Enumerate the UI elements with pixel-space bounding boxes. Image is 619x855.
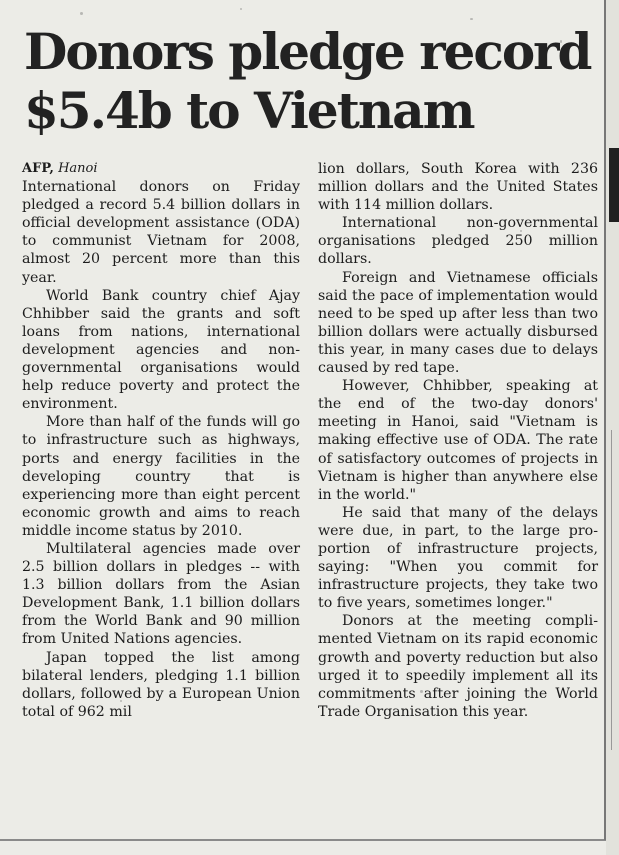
- paragraph: Foreign and Vietnamese officials said the pace of implementation would need to be sped up after less than two billion dollars were actually disbursed this year, in many cases due to delays caused by red tape.: [318, 269, 598, 377]
- paragraph-continued: lion dollars, South Korea with 236 million dollars and the United States with 114 million dollars.: [318, 161, 598, 214]
- paragraph: Donors at the meeting complimented Vietnam on its rapid economic growth and poverty reduction but also urged it to speedily implement all its commitments after joining the World Trade Organisation this year.: [318, 613, 598, 720]
- print-speck: [420, 690, 423, 693]
- print-speck: [80, 12, 83, 15]
- adjacent-dark-block: [609, 148, 619, 222]
- paragraph: More than half of the funds will go to infrastructure such as highways, ports and energy facilities in the developing country that is experiencing more than eight percent economic growth and aims to reach middle income status by 2010.: [22, 414, 300, 539]
- bottom-rule: [0, 839, 606, 841]
- paragraph: He said that many of the delays were due, in part, to the large proportion of infrastructure projects, saying: "When you commit for infrastructure projects, they take two to five years, sometimes longer.": [318, 504, 598, 612]
- headline: Donors pledge record $5.4b to Vietnam: [24, 22, 591, 140]
- column-1: [22, 160, 300, 721]
- byline-agency: AFP,: [22, 161, 54, 176]
- column-2: [318, 160, 598, 721]
- print-speck: [560, 40, 562, 43]
- column-rule: [604, 0, 606, 840]
- paragraph: International donors on Friday pledged a record 5.4 billion dollars in official development assistance (ODA) to communist Vietnam for 2008, almost 20 percent more than this year.: [22, 179, 300, 286]
- paragraph: World Bank country chief Ajay Chhibber said the grants and soft loans from nations, international development agencies and non-governmental organisations would help reduce poverty and protect the environment.: [22, 287, 300, 413]
- print-speck: [520, 230, 522, 232]
- paragraph: Multilateral agencies made over 2.5 billion dollars in pledges -- with 1.3 billion dollars from the Asian Development Bank, 1.1 billion dollars from the World Bank and 90 million from United Nations agencies.: [22, 540, 300, 648]
- paragraph: International non-governmental organisations pledged 250 million dollars.: [318, 215, 598, 268]
- paragraph: However, Chhibber, speaking at the end of the two-day donors' meeting in Hanoi, said "Vietnam is making effective use of ODA. The rate of satisfactory outcomes of projects in Vietnam is higher than anywhere else in the world.": [318, 378, 598, 503]
- adjacent-text-edge: [611, 430, 619, 750]
- byline-city: Hanoi: [58, 161, 98, 176]
- byline: [22, 160, 300, 178]
- print-speck: [120, 700, 122, 702]
- print-speck: [240, 8, 242, 10]
- print-speck: [470, 18, 473, 20]
- paragraph-part: Japan topped the list among bilateral lenders, pledging 1.1 billion dollars, followed by a European Union total of 962 mil: [22, 649, 300, 720]
